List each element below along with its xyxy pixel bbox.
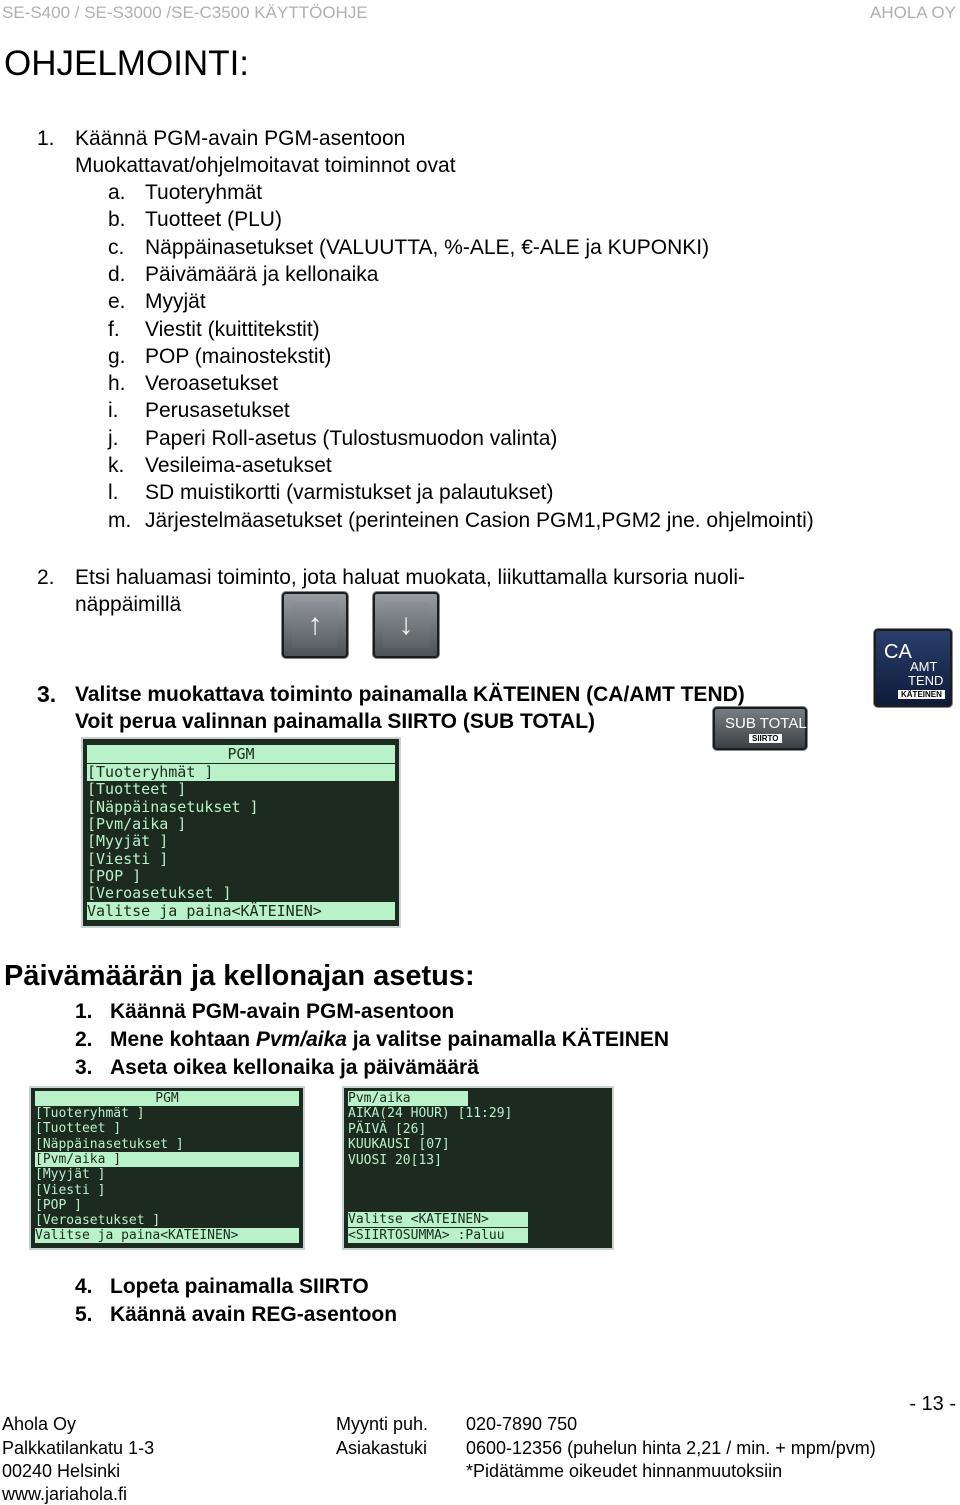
date-step-text-em: Pvm/aika bbox=[255, 1028, 347, 1051]
function-list-item: Veroasetukset bbox=[145, 372, 279, 396]
date-step-text-pre: Aseta oikea kellonaika ja päivämäärä bbox=[110, 1056, 479, 1079]
lcd-menu-row: [Pvm/aika ] bbox=[87, 814, 187, 833]
lcd-footer-back: <SIIRTOSUMMA> :Paluu bbox=[348, 1228, 528, 1243]
function-list-item: Viestit (kuittitekstit) bbox=[145, 317, 320, 341]
lcd-title: PGM bbox=[35, 1091, 299, 1106]
page-number: - 13 - bbox=[909, 1393, 956, 1415]
arrow-up-key bbox=[282, 592, 348, 658]
function-list-item: Näppäinasetukset (VALUUTTA, %-ALE, €-ALE ja KUPONKI) bbox=[145, 235, 710, 259]
lcd-menu-row: [Pvm/aika ] bbox=[35, 1152, 299, 1167]
final-step-number: 4. bbox=[75, 1275, 93, 1298]
function-list-letter: c. bbox=[108, 235, 125, 259]
function-list-letter: i. bbox=[108, 399, 119, 423]
footer-notice: *Pidätämme oikeudet hinnanmuutoksiin bbox=[466, 1461, 783, 1481]
lcd-menu-row: [POP ] bbox=[35, 1197, 82, 1213]
lcd-menu-row: [Viesti ] bbox=[87, 849, 169, 868]
date-step-text-pre: Mene kohtaan bbox=[110, 1028, 256, 1051]
lcd-menu-row: [Näppäinasetukset ] bbox=[35, 1136, 184, 1152]
date-step-text bbox=[110, 1000, 454, 1024]
footer-sales-phone: 020-7890 750 bbox=[466, 1414, 578, 1434]
step-1-subtext: Muokattavat/ohjelmoitavat toiminnot ovat bbox=[75, 154, 456, 177]
step-2-text-cont: näppäimillä bbox=[75, 593, 182, 616]
function-list-item: Päivämäärä ja kellonaika bbox=[145, 262, 379, 286]
lcd-menu-row: [Veroasetukset ] bbox=[35, 1213, 161, 1229]
date-step-number: 2. bbox=[75, 1028, 93, 1051]
lcd-menu-row: [Tuoteryhmät ] bbox=[87, 764, 395, 781]
step-3-number: 3. bbox=[37, 681, 57, 707]
lcd-screen-pgm-menu bbox=[81, 737, 401, 928]
siirto-key-label: SIIRTO bbox=[749, 734, 782, 743]
function-list-letter: e. bbox=[108, 290, 126, 314]
footer-street: Palkkatilankatu 1-3 bbox=[2, 1438, 155, 1458]
function-list-letter: m. bbox=[108, 508, 132, 532]
step-3-text-cont: Voit perua valinnan painamalla SIIRTO (SUB TOTAL) bbox=[75, 710, 596, 733]
arrow-down-key bbox=[373, 592, 439, 658]
lcd-menu-row: VUOSI 20[13] bbox=[348, 1152, 442, 1168]
ca-key-label: CA bbox=[884, 641, 912, 663]
date-step-text bbox=[110, 1028, 669, 1052]
function-list-item: Myyjät bbox=[145, 290, 206, 314]
lcd-title: PGM bbox=[87, 745, 395, 763]
arrow-down-icon: ↓ bbox=[398, 608, 414, 641]
function-list-item: Paperi Roll-asetus (Tulostusmuodon valinta) bbox=[145, 426, 558, 450]
function-list-letter: h. bbox=[108, 372, 126, 396]
subtotal-key bbox=[713, 707, 807, 750]
lcd-screen-date-time bbox=[342, 1086, 614, 1250]
date-step-number: 1. bbox=[75, 1000, 93, 1023]
footer-support-label: Asiakastuki bbox=[336, 1438, 428, 1458]
function-list-item: Tuotteet (PLU) bbox=[145, 208, 282, 232]
lcd-menu-row: [Myyjät ] bbox=[35, 1167, 106, 1183]
step-3-text: Valitse muokattava toiminto painamalla KÄTEINEN (CA/AMT TEND) bbox=[75, 683, 745, 706]
lcd-menu-row: KUUKAUSI [07] bbox=[348, 1137, 450, 1152]
ca-amt-tend-key bbox=[874, 629, 952, 707]
kateinen-key-label: KÄTEINEN bbox=[898, 690, 945, 699]
document-header-company: AHOLA OY bbox=[870, 3, 956, 22]
arrow-up-icon: ↑ bbox=[307, 608, 323, 641]
function-list-letter: f. bbox=[108, 317, 120, 341]
function-list-item: Tuoteryhmät bbox=[145, 181, 263, 204]
final-step-text: Käännä avain REG-asentoon bbox=[110, 1303, 398, 1326]
function-list-item: Perusasetukset bbox=[145, 399, 290, 423]
function-list-item: Vesileima-asetukset bbox=[145, 454, 332, 477]
final-step-text: Lopeta painamalla SIIRTO bbox=[110, 1275, 369, 1298]
lcd-footer-select: Valitse <KÄTEINEN> bbox=[348, 1212, 528, 1227]
page-title: OHJELMOINTI: bbox=[4, 44, 250, 83]
date-step-number: 3. bbox=[75, 1056, 93, 1079]
lcd-menu-row: [Tuoteryhmät ] bbox=[35, 1106, 145, 1121]
footer-company: Ahola Oy bbox=[2, 1414, 77, 1434]
step-2-number: 2. bbox=[37, 566, 55, 589]
lcd-menu-row: [Viesti ] bbox=[35, 1182, 106, 1198]
lcd-menu-row: [Tuotteet ] bbox=[35, 1121, 122, 1137]
date-step-text-pre: Käännä PGM-avain PGM-asentoon bbox=[110, 1000, 455, 1023]
lcd-menu-row: [Näppäinasetukset ] bbox=[87, 797, 259, 816]
footer-web: www.jariahola.fi bbox=[2, 1484, 128, 1504]
footer-sales-label: Myynti puh. bbox=[336, 1414, 429, 1434]
step-1-text: Käännä PGM-avain PGM-asentoon bbox=[75, 127, 406, 150]
lcd-screen-pgm-menu-selected bbox=[29, 1086, 305, 1250]
function-list-letter: j. bbox=[108, 426, 119, 450]
final-step-number: 5. bbox=[75, 1303, 93, 1326]
function-list-letter: l. bbox=[108, 481, 119, 505]
step-1-number: 1. bbox=[37, 127, 55, 150]
date-step-text-post: ja valitse painamalla KÄTEINEN bbox=[346, 1028, 670, 1051]
function-list-item: SD muistikortti (varmistukset ja palautukset) bbox=[145, 481, 554, 505]
lcd-footer: Valitse ja paina<KÄTEINEN> bbox=[87, 902, 395, 920]
footer-city: 00240 Helsinki bbox=[2, 1461, 121, 1481]
function-list-letter: d. bbox=[108, 262, 126, 286]
lcd-title: Pvm/aika bbox=[348, 1091, 468, 1106]
lcd-menu-row: AIKA(24 HOUR) [11:29] bbox=[348, 1106, 513, 1121]
date-step-text bbox=[110, 1056, 479, 1080]
function-list-item: POP (mainostekstit) bbox=[145, 344, 332, 368]
step-2-text: Etsi haluamasi toiminto, jota haluat muokata, liikuttamalla kursoria nuoli- bbox=[75, 566, 745, 589]
lcd-menu-row: [POP ] bbox=[87, 866, 142, 885]
lcd-menu-row: [Myyjät ] bbox=[87, 832, 169, 851]
footer-support-phone: 0600-12356 (puhelun hinta 2,21 / min. + mpm/pvm) bbox=[466, 1438, 876, 1458]
lcd-menu-row: PÄIVÄ [26] bbox=[348, 1121, 427, 1137]
tend-key-label: TEND bbox=[908, 673, 944, 688]
function-list-letter: a. bbox=[108, 181, 126, 204]
lcd-menu-row: [Veroasetukset ] bbox=[87, 884, 232, 903]
lcd-menu-row: [Tuotteet ] bbox=[87, 780, 187, 799]
subtotal-key-label: SUB TOTAL bbox=[725, 715, 807, 732]
function-list-letter: k. bbox=[108, 454, 125, 477]
function-list-letter: g. bbox=[108, 344, 126, 368]
lcd-footer: Valitse ja paina<KÄTEINEN> bbox=[35, 1228, 299, 1243]
function-list-letter: b. bbox=[108, 208, 126, 232]
section-title: Päivämäärän ja kellonajan asetus: bbox=[4, 960, 475, 992]
document-header-title: SE-S400 / SE-S3000 /SE-C3500 KÄYTTÖOHJE bbox=[2, 3, 368, 22]
function-list-item: Järjestelmäasetukset (perinteinen Casion PGM1,PGM2 jne. ohjelmointi) bbox=[145, 508, 814, 532]
amt-key-label: AMT bbox=[910, 659, 938, 674]
